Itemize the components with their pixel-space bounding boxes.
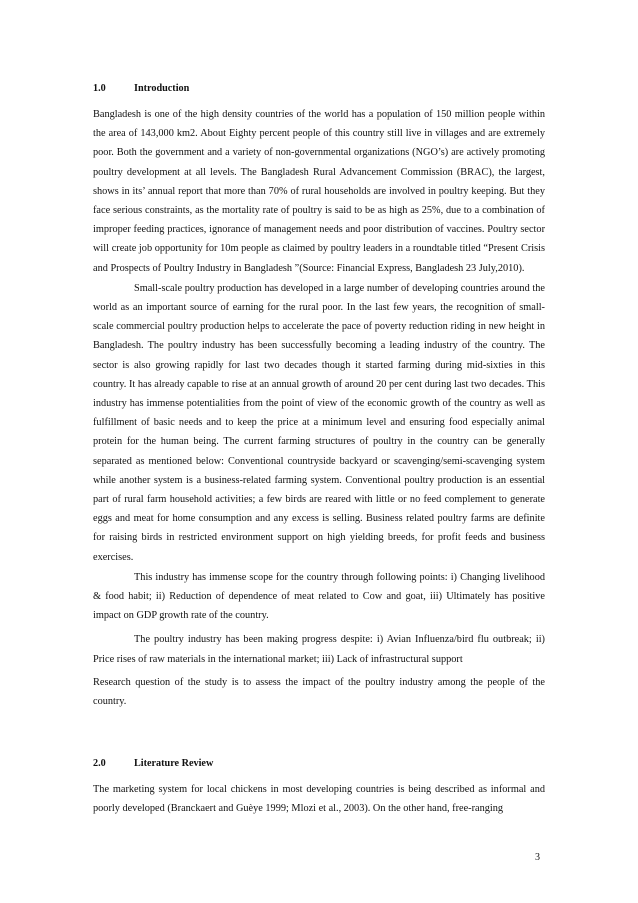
- section-heading-literature-review: [93, 757, 213, 771]
- paragraph-research-question: Research question of the study is to assess the impact of the poultry industry among the people of the country.: [93, 676, 545, 708]
- paragraph-industry-scope: This industry has immense scope for the country through following points: i) Changing livelihood & food habit; ii) Reduction of dependence of meat related to Cow and goat, iii) Ultimately has positive impact on GDP growth rate of the country.: [93, 571, 545, 622]
- section-number: 1.0: [93, 83, 106, 94]
- paragraph-small-scale-production: Small-scale poultry production has developed in a large number of developing countries around the world as an important source of earning for the rural poor. In the last few years, the recognition of small-scale commercial poultry production helps to accelerate the pace of poverty reduction riding in new height in Bangladesh. The poultry industry has been successfully becoming a leading industry of the country. The sector is also growing rapidly for last two decades though it started farming during mid-sixties in this country. It has already capable to rise at an annual growth of around 20 per cent during last two decades. This industry has immense potentialities from the point of view of the economic growth of the country as well as fulfillment of basic needs and to keep the price at a minimum level and ensuring food especially animal protein for the human being. The current farming structures of poultry in the country can be generally separated as mentioned below: Conventional countryside backyard or scavenging/semi-scavenging system while another system is a business-related farming system. Conventional poultry production is an essential part of rural farm household activities; a few birds are reared with little or no feed complement to generate eggs and meat for home consumption and any excess is selling. Business related poultry farms are definite for raising birds in restricted environment support on high yielding breeds, for profit feeds and business exercises.: [93, 282, 545, 563]
- introduction-body: [93, 105, 545, 711]
- page-number: 3: [535, 852, 540, 863]
- paragraph-bangladesh-overview: Bangladesh is one of the high density countries of the world has a population of 150 million people within the area of 143,000 km2. About Eighty percent people of this country still live in villages and are extremely poor. Both the government and a variety of non-governmental organizations (NGO’s) are actively promoting poultry development at all levels. The Bangladesh Rural Advancement Commission (BRAC), the largest, shows in its’ annual report that more than 70% of rural households are involved in poultry keeping. But they face serious constraints, as the mortality rate of poultry is said to be as high as 25%, due to a combination of improper feeding practices, ignorance of management needs and poor distribution of vaccines. Poultry sector will create job opportunity for 10m people as claimed by poultry leaders in a roundtable titled “Present Crisis and Prospects of Poultry Industry in Bangladesh ”(Source: Financial Express, Bangladesh 23 July,2010).: [93, 109, 545, 274]
- paragraph-industry-challenges: The poultry industry has been making progress despite: i) Avian Influenza/bird flu outbreak; ii) Price rises of raw materials in the international market; iii) Lack of infrastructural support: [93, 634, 545, 665]
- paragraph-marketing-system: The marketing system for local chickens in most developing countries is being described as informal and poorly developed (Branckaert and Guèye 1999; Mlozi et al., 2003). On the other hand, free-ranging: [93, 784, 545, 815]
- section-number: 2.0: [93, 758, 106, 769]
- section-title: Literature Review: [134, 758, 214, 769]
- section-heading-introduction: [93, 82, 189, 96]
- literature-review-body: [93, 780, 545, 818]
- section-title: Introduction: [134, 83, 190, 94]
